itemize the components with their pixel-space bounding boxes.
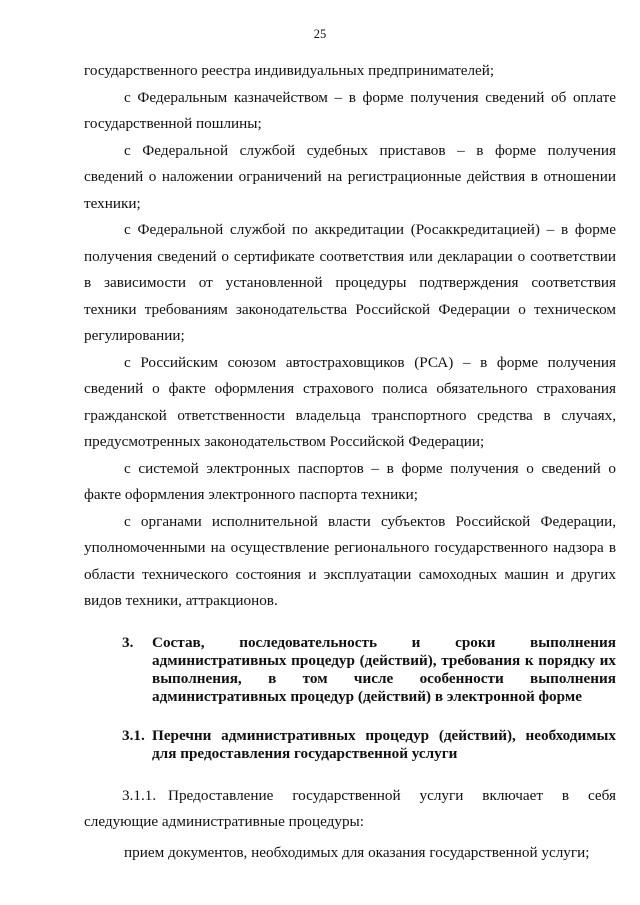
section-3-1-1 [84,783,616,810]
section-3-1-1-number: 3.1.1. [122,786,157,804]
section-3-1-1-text: Предоставление государственной услуги включает в себя [168,786,616,804]
section-3-1-heading [84,727,616,763]
paragraph-continuation: государственного реестра индивидуальных предпринимателей; [84,62,495,79]
section-3-heading [84,634,616,706]
paragraph-treasury: с Федеральным казначейством – в форме получения сведений об оплате государственной пошлины; [84,88,616,132]
paragraph-electronic-passports: с системой электронных паспортов – в форме получения о сведений о факте оформления электронного паспорта техники; [84,459,616,503]
section-3-title: Состав, последовательность и сроки выполнения административных процедур (действий), требования к порядку их выполнения, в том числе особенности выполнения административных процедур (действий) в электронной форме [152,633,616,705]
paragraph-document-intake: прием документов, необходимых для оказания государственной услуги; [124,843,590,861]
paragraph-regional-authorities: с органами исполнительной власти субъектов Российской Федерации, уполномоченными на осуществление регионального государственного надзора в области технического состояния и эксплуатации самоходных машин и других видов техники, аттракционов. [84,512,616,609]
paragraph-bailiffs: с Федеральной службой судебных приставов – в форме получения сведений о наложении ограничений на регистрационные действия в отношении техники; [84,141,616,212]
document-body [84,58,616,866]
section-3-1-number: 3.1. [122,726,145,744]
section-3-1-title: Перечни административных процедур (действий), необходимых для предоставления государственной услуги [152,726,616,762]
page-number: 25 [313,27,327,41]
section-3-1-1-continuation: следующие административные процедуры: [84,813,364,830]
paragraph-rsa: с Российским союзом автостраховщиков (РСА) – в форме получения сведений о факте оформления страхового полиса обязательного страхования гражданской ответственности владельца транспортного средства в случаях, предусмотренных законодательством Российской Федерации; [84,353,616,450]
section-3-number: 3. [122,633,134,651]
paragraph-accreditation: с Федеральной службой по аккредитации (Росаккредитацией) – в форме получения сведений о сертификате соответствия или декларации о соответствии в зависимости от установленной процедуры подтверждения соответствия техники требованиям законодательства Российской Федерации о техническом регулировании; [84,221,616,344]
